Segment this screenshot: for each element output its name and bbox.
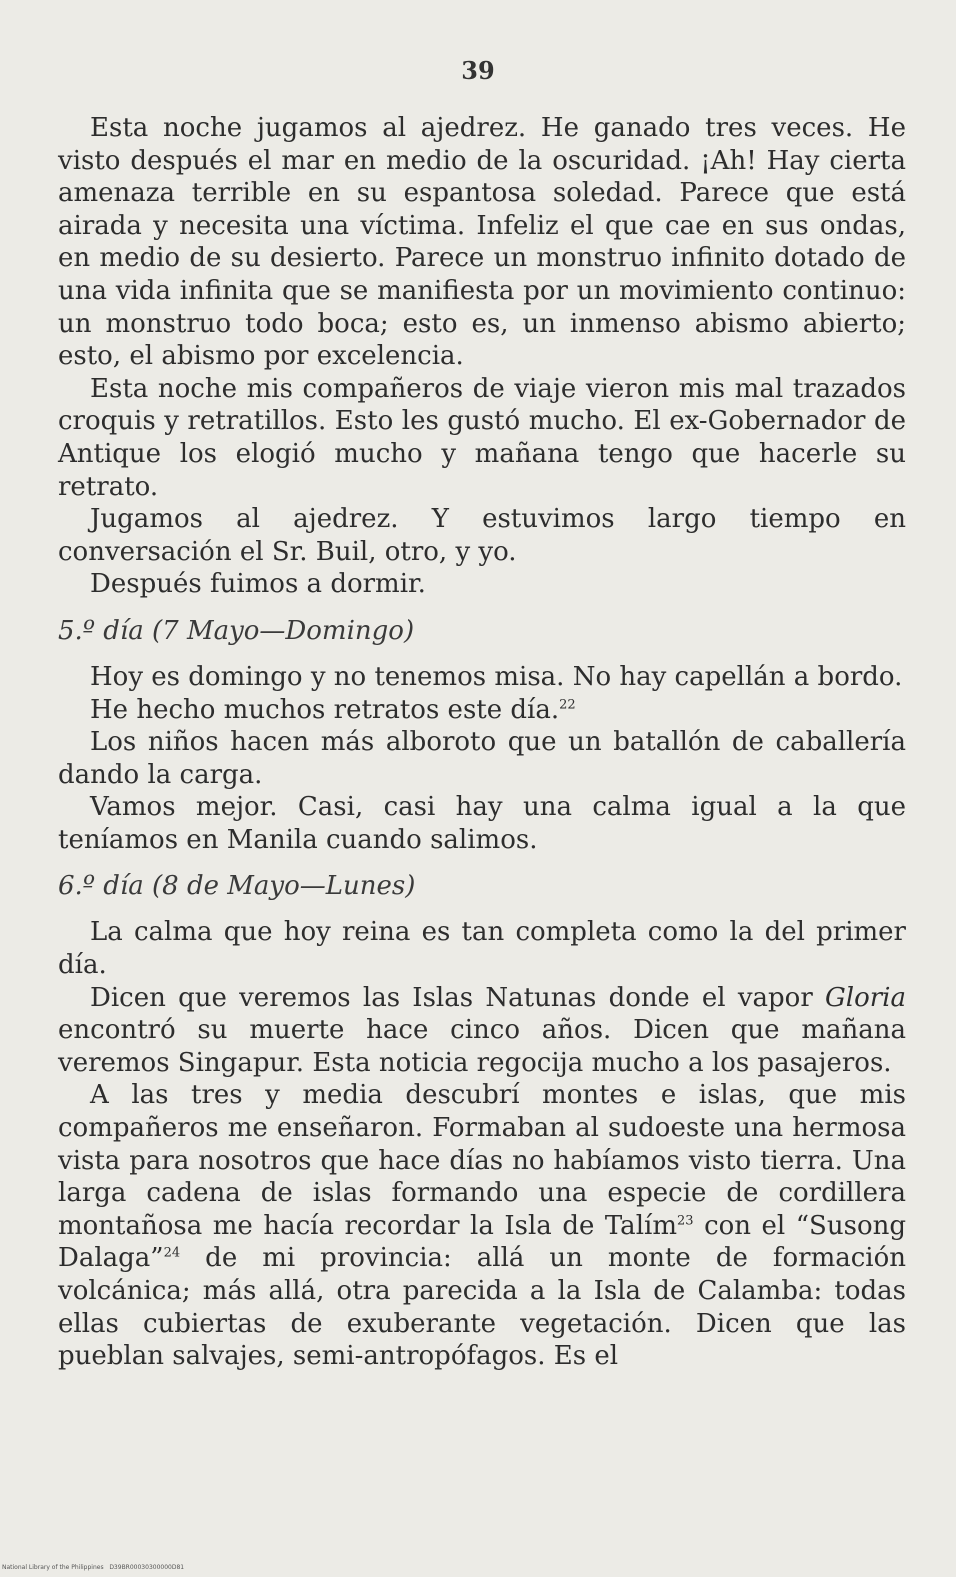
page-body xyxy=(58,112,906,1373)
islands-text-b: con el “Susong Dalaga” xyxy=(58,1210,906,1274)
footer-credit: National Library of the Philippines xyxy=(2,1564,104,1571)
paragraph-sunday: Hoy es domingo y no tenemos misa. No hay capellán a bordo. xyxy=(90,661,903,692)
footer-code: D39BR00030300000D81 xyxy=(109,1564,185,1571)
paragraph-sketches: Esta noche mis compañeros de viaje vieron mis mal trazados croquis y retratillos. Esto les gustó mucho. El ex-Gobernador de Antique los elogió mucho y mañana tengo que hacerle su retrato. xyxy=(58,373,906,502)
paragraph-chess-sea: Esta noche jugamos al ajedrez. He ganado tres veces. He visto después el mar en medio de la oscuridad. ¡Ah! Hay cierta amenaza terrible en su espantosa soledad. Parece que está airada y necesita una víctima. Infeliz el que cae en sus ondas, en medio de su desierto. Parece un monstruo infinito dotado de una vida infinita que se manifiesta por un movimiento continuo: un monstruo todo boca; esto es, un inmenso abismo abierto; esto, el abismo por excelencia. xyxy=(58,113,906,372)
paragraph-sleep: Después fuimos a dormir. xyxy=(90,569,426,600)
portraits-text: He hecho muchos retratos este día. xyxy=(90,694,560,725)
paragraph-portraits xyxy=(58,694,906,727)
footnote-ref-23: 23 xyxy=(676,1213,694,1229)
heading-day-6: 6.º día (8 de Mayo—Lunes) xyxy=(58,871,416,902)
islands-text-c: de mi provincia: allá un monte de formación volcánica; más allá, otra parecida a la Isla de Calamba: todas ellas cubiertas de exuberante vegetación. Dicen que las pueblan salvajes, semi-antropófagos. Es el xyxy=(58,1243,906,1372)
footnote-ref-24: 24 xyxy=(163,1245,181,1261)
scan-footer xyxy=(2,1564,184,1571)
islands-text-a: A las tres y media descubrí montes e islas, que mis compañeros me enseñaron. Formaban al sudoeste una hermosa vista para nosotros que hace días no habíamos visto tierra. Una larga cadena de islas formando una especie de cordillera montañosa me hacía recordar la Isla de Talím xyxy=(58,1080,906,1241)
paragraph-islands xyxy=(58,1079,906,1372)
paragraph-natunas xyxy=(58,982,906,1080)
page-number: 39 xyxy=(461,56,495,85)
natunas-text-b: encontró su muerte hace cinco años. Dicen que mañana veremos Singapur. Esta noticia regocija mucho a los pasajeros. xyxy=(58,1015,906,1078)
paragraph-conversation: Jugamos al ajedrez. Y estuvimos largo tiempo en conversación el Sr. Buil, otro, y yo. xyxy=(58,504,906,567)
paragraph-calm-day6: La calma que hoy reina es tan completa como la del primer día. xyxy=(58,917,906,981)
heading-day-5: 5.º día (7 Mayo—Domingo) xyxy=(58,615,415,646)
paragraph-calm: Vamos mejor. Casi, casi hay una calma igual a la que teníamos en Manila cuando salimos. xyxy=(58,792,906,855)
ship-name-gloria: Gloria xyxy=(825,982,906,1013)
natunas-text-a: Dicen que veremos las Islas Natunas donde el vapor xyxy=(90,982,813,1013)
footnote-ref-22: 22 xyxy=(559,696,576,712)
paragraph-children: Los niños hacen más alboroto que un batallón de caballería dando la carga. xyxy=(58,727,906,790)
